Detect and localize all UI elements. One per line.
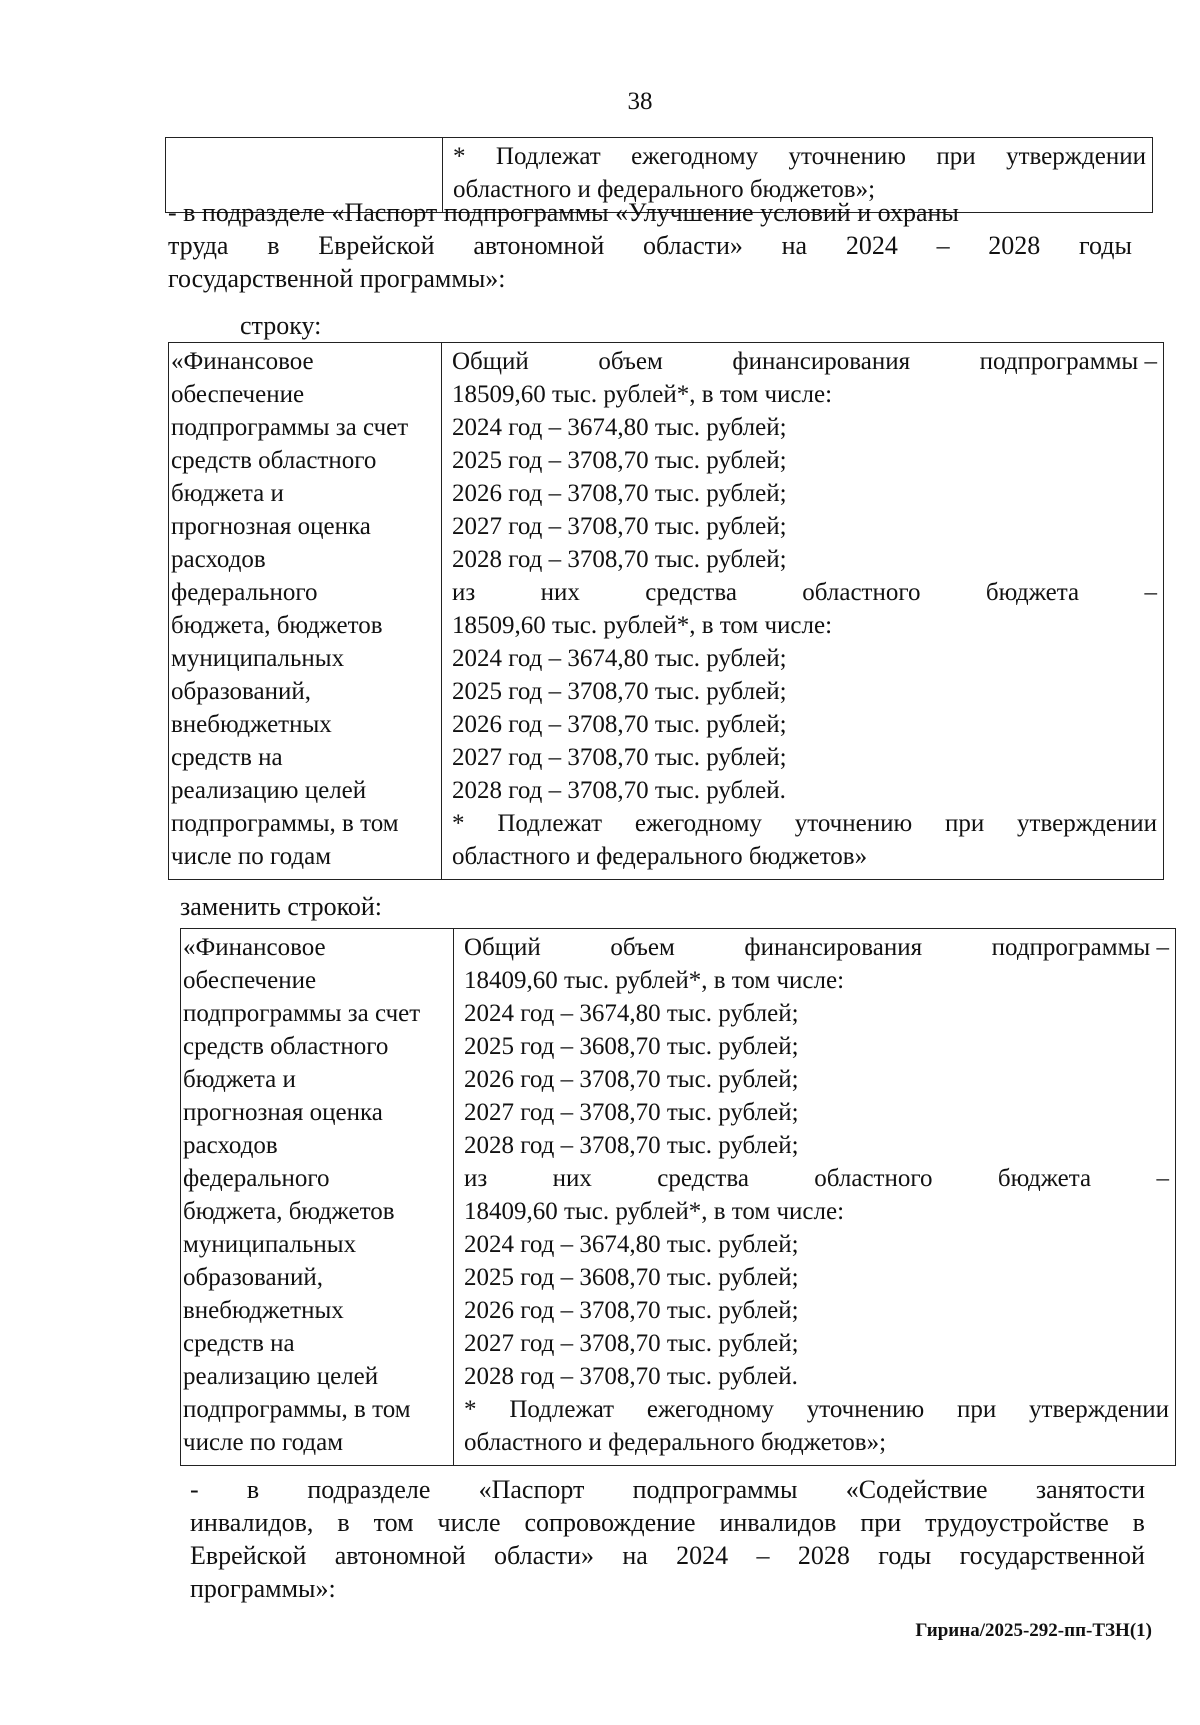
old-row-label-cell <box>169 343 442 880</box>
text-line: бюджета, бюджетов <box>183 1198 395 1225</box>
text-line <box>452 345 1157 378</box>
word: на <box>781 231 808 260</box>
text-line: средств областного <box>183 1033 389 1060</box>
text-line: 2027 год – 3708,70 тыс. рублей; <box>452 744 787 771</box>
word: областного <box>802 579 921 606</box>
row-label: строку: <box>240 311 322 340</box>
text-line <box>190 1506 1145 1539</box>
word: «Паспорт <box>478 1475 585 1504</box>
text-line: 2028 год – 3708,70 тыс. рублей. <box>464 1363 798 1390</box>
text-line: 2028 год – 3708,70 тыс. рублей; <box>464 1132 799 1159</box>
intro-paragraph <box>168 196 1132 295</box>
text-line: числе по годам <box>171 843 332 870</box>
word: средства <box>645 579 737 606</box>
word: Подлежат <box>509 1396 615 1423</box>
text-line: федерального <box>183 1165 330 1192</box>
word: годы <box>1079 231 1132 260</box>
word: в <box>337 1508 350 1537</box>
text-line: «Финансовое <box>171 348 314 375</box>
text-line <box>464 1162 1169 1195</box>
word: автономной <box>473 231 605 260</box>
word: занятости <box>1035 1475 1145 1504</box>
text-line: бюджета и <box>171 480 284 507</box>
text-line: 2028 год – 3708,70 тыс. рублей. <box>452 777 786 804</box>
word: уточнению <box>794 810 913 837</box>
word: финансирования <box>744 934 923 961</box>
word: годы <box>878 1541 932 1570</box>
text-line: образований, <box>171 678 312 705</box>
word: подпрограммы – <box>991 934 1169 961</box>
word: труда <box>168 231 229 260</box>
text-line: 2024 год – 3674,80 тыс. рублей; <box>452 645 787 672</box>
old-financing-row-table <box>168 342 1164 880</box>
text-line: 2024 год – 3674,80 тыс. рублей; <box>452 414 787 441</box>
text-line: бюджета и <box>183 1066 296 1093</box>
word: утверждении <box>1029 1396 1169 1423</box>
word: финансирования <box>732 348 911 375</box>
word: 2028 <box>797 1541 850 1570</box>
text-line: расходов <box>171 546 266 573</box>
word: уточнению <box>806 1396 925 1423</box>
text-line: муниципальных <box>171 645 345 672</box>
text-line: 2028 год – 3708,70 тыс. рублей; <box>452 546 787 573</box>
word: из <box>452 579 476 606</box>
word: 2024 <box>845 231 898 260</box>
word: - <box>190 1475 199 1504</box>
word: Еврейской <box>318 231 435 260</box>
text-line: расходов <box>183 1132 278 1159</box>
word: * <box>464 1396 477 1423</box>
outro-paragraph <box>190 1473 1145 1605</box>
word: на <box>622 1541 648 1570</box>
word: – <box>1144 579 1157 606</box>
word: ежегодному <box>631 143 759 170</box>
text-line <box>190 1539 1145 1572</box>
word: них <box>540 579 580 606</box>
word: автономной <box>334 1541 466 1570</box>
word: государственной <box>959 1541 1145 1570</box>
text-line: 2024 год – 3674,80 тыс. рублей; <box>464 1000 799 1027</box>
text-line: «Финансовое <box>183 934 326 961</box>
document-code: Гирина/2025-292-пп-ТЗН(1) <box>915 1620 1152 1641</box>
new-row-label-cell <box>181 929 454 1466</box>
word: из <box>464 1165 488 1192</box>
word: бюджета <box>997 1165 1092 1192</box>
word: Общий <box>452 348 529 375</box>
text-line: 2027 год – 3708,70 тыс. рублей; <box>452 513 787 540</box>
text-line: обеспечение <box>171 381 305 408</box>
word: областного <box>814 1165 933 1192</box>
word: бюджета <box>985 579 1080 606</box>
word: подпрограммы – <box>979 348 1157 375</box>
text-line: 2025 год – 3608,70 тыс. рублей; <box>464 1033 799 1060</box>
word: * <box>452 810 465 837</box>
word: утверждении <box>1017 810 1157 837</box>
word: ежегодному <box>634 810 762 837</box>
text-line: подпрограммы, в том <box>183 1396 411 1423</box>
text-line: прогнозная оценка <box>183 1099 383 1126</box>
text-line: 2026 год – 3708,70 тыс. рублей; <box>452 711 787 738</box>
text-line <box>168 229 1132 262</box>
replace-label: заменить строкой: <box>180 892 383 921</box>
text-line: подпрограммы, в том <box>171 810 399 837</box>
text-line: 2026 год – 3708,70 тыс. рублей; <box>464 1297 799 1324</box>
word: инвалидов, <box>190 1508 314 1537</box>
word: – <box>1156 1165 1169 1192</box>
text-line: образований, <box>183 1264 324 1291</box>
text-line: федерального <box>171 579 318 606</box>
word: 2024 <box>676 1541 729 1570</box>
text-line: 2026 год – 3708,70 тыс. рублей; <box>452 480 787 507</box>
text-line: внебюджетных <box>183 1297 344 1324</box>
word: при <box>860 1508 902 1537</box>
text-line: 2025 год – 3708,70 тыс. рублей; <box>452 678 787 705</box>
word: Подлежат <box>497 810 603 837</box>
text-line: 2025 год – 3708,70 тыс. рублей; <box>452 447 787 474</box>
text-line: 2027 год – 3708,70 тыс. рублей; <box>464 1099 799 1126</box>
text-line: средств на <box>171 744 283 771</box>
word: «Содействие <box>845 1475 988 1504</box>
new-row-value-cell <box>454 929 1176 1466</box>
text-line: 2027 год – 3708,70 тыс. рублей; <box>464 1330 799 1357</box>
word: области» <box>494 1541 594 1570</box>
text-line: внебюджетных <box>171 711 332 738</box>
word: них <box>552 1165 592 1192</box>
word: Еврейской <box>190 1541 307 1570</box>
text-line: подпрограммы за счет <box>183 1000 421 1027</box>
word: области» <box>642 231 743 260</box>
word: в <box>267 231 280 260</box>
page-number: 38 <box>627 88 653 115</box>
word: объем <box>598 348 663 375</box>
text-line: средств областного <box>171 447 377 474</box>
text-line <box>464 931 1169 964</box>
word: – <box>756 1541 770 1570</box>
word: подпрограммы <box>632 1475 798 1504</box>
word: том <box>373 1508 414 1537</box>
text-line: реализацию целей <box>183 1363 379 1390</box>
text-line: - в подразделе «Паспорт подпрограммы «Улучшение условий и охраны <box>168 198 959 227</box>
text-line <box>453 140 1146 173</box>
text-line <box>452 807 1157 840</box>
text-line: числе по годам <box>183 1429 344 1456</box>
text-line: обеспечение <box>183 967 317 994</box>
text-line: 18409,60 тыс. рублей*, в том числе: <box>464 967 845 994</box>
word: сопровождение <box>524 1508 696 1537</box>
word: при <box>944 810 985 837</box>
word: ежегодному <box>646 1396 774 1423</box>
text-line: 2024 год – 3674,80 тыс. рублей; <box>464 1231 799 1258</box>
text-line: областного и федерального бюджетов» <box>452 843 868 870</box>
word: при <box>936 143 976 170</box>
text-line: муниципальных <box>183 1231 357 1258</box>
word: Общий <box>464 934 541 961</box>
word: в <box>246 1475 260 1504</box>
text-line: 18509,60 тыс. рублей*, в том числе: <box>452 381 833 408</box>
word: средства <box>657 1165 749 1192</box>
text-line: 18509,60 тыс. рублей*, в том числе: <box>452 612 833 639</box>
word: * <box>453 143 466 170</box>
text-line <box>452 576 1157 609</box>
word: объем <box>610 934 675 961</box>
text-line: 2026 год – 3708,70 тыс. рублей; <box>464 1066 799 1093</box>
text-line: государственной программы»: <box>168 264 506 293</box>
word: 2028 <box>988 231 1041 260</box>
text-line <box>464 1393 1169 1426</box>
word: уточнению <box>788 143 906 170</box>
word: при <box>956 1396 997 1423</box>
text-line: реализацию целей <box>171 777 367 804</box>
word: Подлежат <box>495 143 601 170</box>
word: трудоустройстве <box>925 1508 1109 1537</box>
text-line: подпрограммы за счет <box>171 414 409 441</box>
word: в <box>1132 1508 1145 1537</box>
word: подразделе <box>307 1475 431 1504</box>
text-line <box>190 1473 1145 1506</box>
text-line: программы»: <box>190 1574 336 1603</box>
word: числе <box>437 1508 501 1537</box>
text-line: 18409,60 тыс. рублей*, в том числе: <box>464 1198 845 1225</box>
word: инвалидов <box>719 1508 837 1537</box>
word: утверждении <box>1006 143 1146 170</box>
text-line: средств на <box>183 1330 295 1357</box>
text-line: 2025 год – 3608,70 тыс. рублей; <box>464 1264 799 1291</box>
text-line: областного и федерального бюджетов»; <box>464 1429 887 1456</box>
text-line: областного и федерального бюджетов»; <box>453 176 876 203</box>
text-line: прогнозная оценка <box>171 513 371 540</box>
word: – <box>936 231 950 260</box>
text-line: бюджета, бюджетов <box>171 612 383 639</box>
old-row-value-cell <box>442 343 1164 880</box>
new-financing-row-table <box>180 928 1176 1466</box>
